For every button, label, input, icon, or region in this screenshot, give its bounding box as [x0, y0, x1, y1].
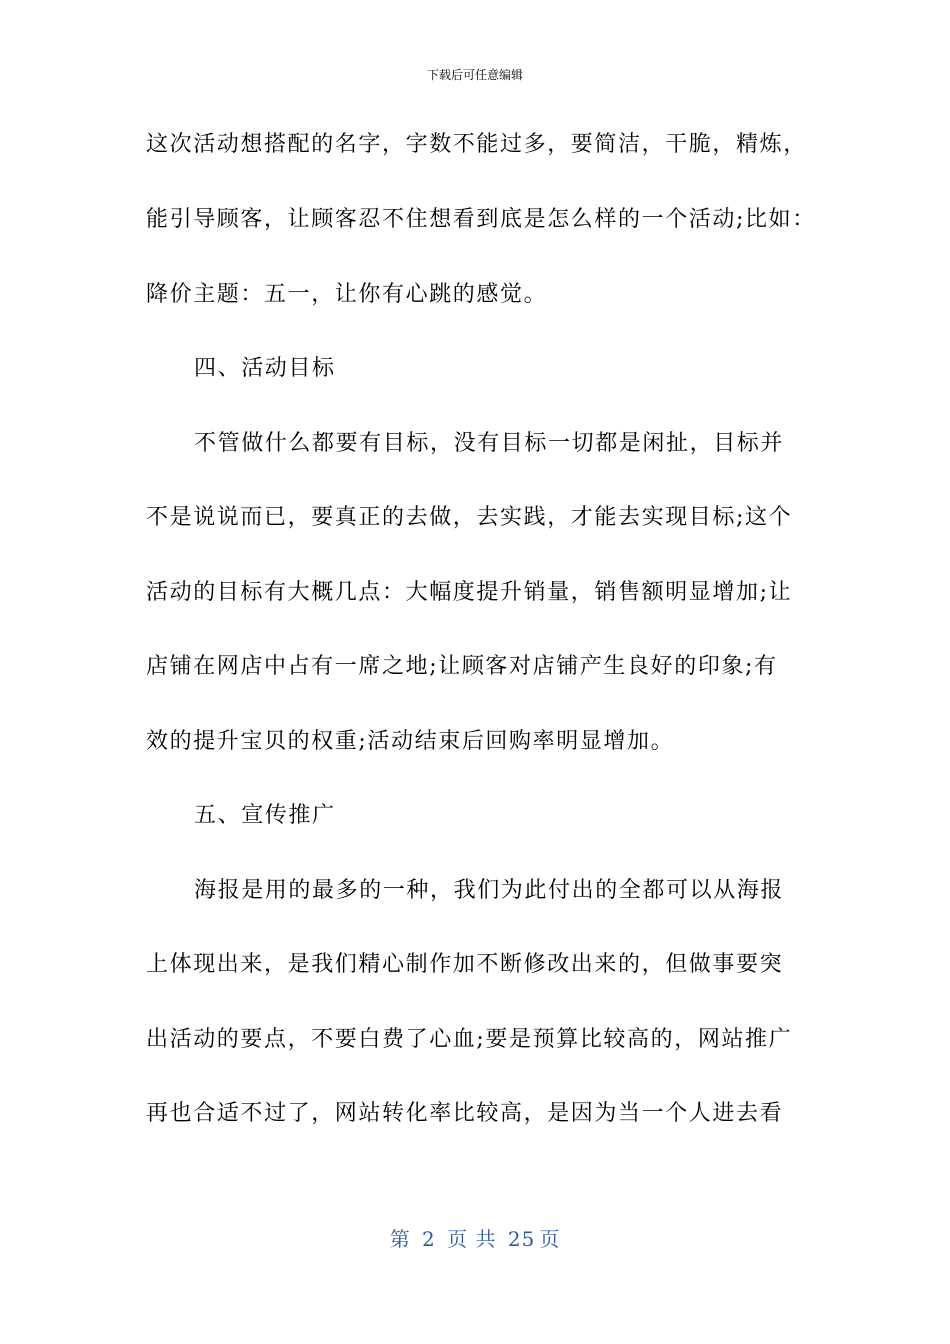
body-line-8: 店铺在网店中占有一席之地;让顾客对店铺产生良好的印象;有 — [146, 654, 778, 679]
body-line-6: 不是说说而已，要真正的去做，去实践，才能去实现目标;这个 — [146, 505, 793, 530]
page-number-footer — [0, 1226, 950, 1252]
body-line-9: 效的提升宝贝的权重;活动结束后回购率明显增加。 — [146, 729, 675, 754]
page-header-note: 下载后可任意编辑 — [426, 68, 523, 82]
body-line-14: 再也合适不过了，网站转化率比较高，是因为当一个人进去看 — [146, 1101, 784, 1126]
footer-prefix: 第 — [389, 1227, 411, 1251]
section-heading-5: 五、宣传推广 — [194, 803, 336, 828]
body-line-11: 海报是用的最多的一种，我们为此付出的全都可以从海报 — [194, 878, 785, 903]
footer-current-page: 2 — [422, 1227, 436, 1251]
footer-middle: 页 共 — [447, 1227, 497, 1251]
body-line-3: 降价主题：五一，让你有心跳的感觉。 — [146, 282, 548, 307]
footer-total-pages: 25 — [507, 1227, 536, 1251]
body-line-12: 上体现出来，是我们精心制作加不断修改出来的，但做事要突 — [146, 952, 784, 977]
body-line-5: 不管做什么都要有目标，没有目标一切都是闲扯，目标并 — [194, 431, 785, 456]
body-line-13: 出活动的要点，不要白费了心血;要是预算比较高的，网站推广 — [146, 1027, 793, 1052]
body-line-2: 能引导顾客，让顾客忍不住想看到底是怎么样的一个活动;比如： — [146, 207, 816, 232]
footer-suffix: 页 — [539, 1227, 561, 1251]
body-line-1: 这次活动想搭配的名字，字数不能过多，要简洁，干脆，精炼， — [146, 132, 807, 157]
section-heading-4: 四、活动目标 — [194, 356, 336, 381]
body-line-7: 活动的目标有大概几点：大幅度提升销量，销售额明显增加;让 — [146, 580, 793, 605]
